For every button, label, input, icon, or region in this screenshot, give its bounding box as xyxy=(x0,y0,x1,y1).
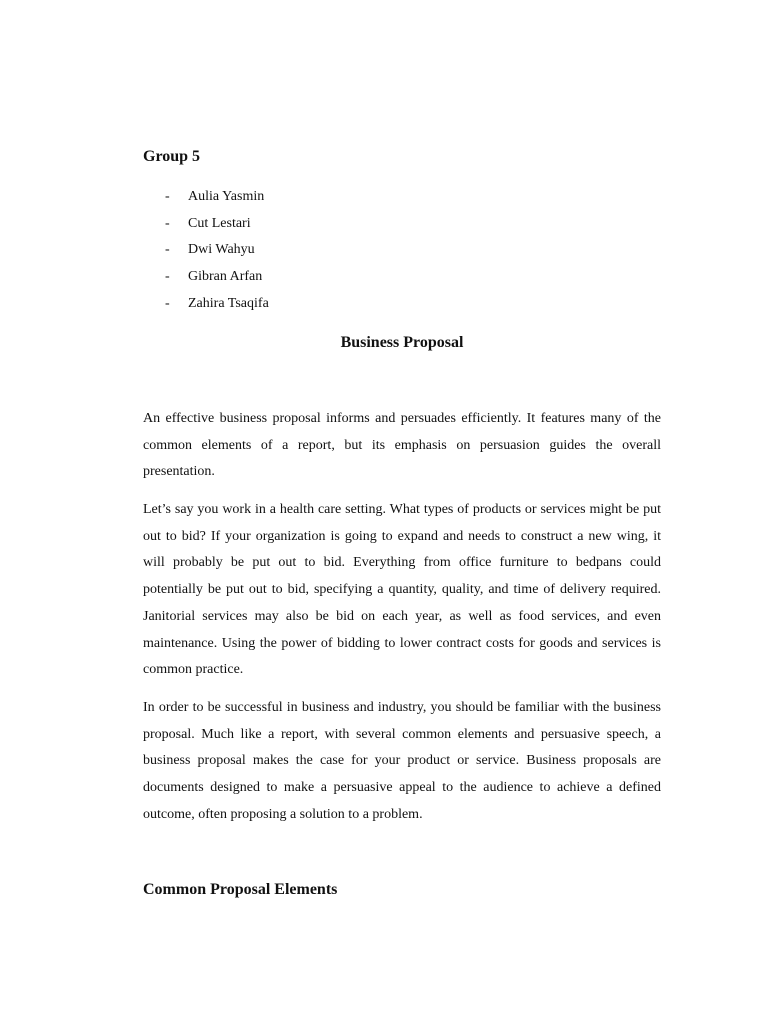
member-name: Aulia Yasmin xyxy=(188,189,265,204)
list-item xyxy=(143,187,543,214)
body-paragraph: In order to be successful in business and industry, you should be familiar with the business proposal. Much like a report, with several common elements and persuasive speech, a business proposal makes the case for your product or service. Business proposals are documents designed to make a persuasive appeal to the audience to achieve a defined outcome, often proposing a solution to a problem. xyxy=(143,700,661,822)
list-bullet: - xyxy=(165,295,170,311)
member-name: Gibran Arfan xyxy=(188,269,263,285)
member-name: Dwi Wahyu xyxy=(188,242,255,258)
member-list xyxy=(143,187,543,320)
member-name: Zahira Tsaqifa xyxy=(188,295,269,311)
list-bullet: - xyxy=(165,215,170,231)
document-title: Business Proposal xyxy=(340,334,464,351)
list-item xyxy=(143,294,543,321)
list-item xyxy=(143,214,543,241)
list-item xyxy=(143,240,543,267)
body-paragraph: Let’s say you work in a health care setting. What types of products or services might be put out to bid? If your organization is going to expand and needs to construct a new wing, it will probably be put out to bid. Everything from office furniture to bedpans could potentially be put out to bid, specifying a quantity, quality, and time of delivery required. Janitorial services may also be bid on each year, as well as food services, and even maintenance. Using the power of bidding to lower contract costs for goods and services is common practice. xyxy=(143,502,661,678)
list-bullet: - xyxy=(165,269,170,285)
list-item xyxy=(143,267,543,294)
section-heading: Common Proposal Elements xyxy=(143,881,338,898)
list-bullet: - xyxy=(165,189,170,204)
body-paragraph: An effective business proposal informs and persuades efficiently. It features many of the common elements of a report, but its emphasis on persuasion guides the overall presentation. xyxy=(143,411,661,480)
list-bullet: - xyxy=(165,242,170,258)
member-name: Cut Lestari xyxy=(188,215,251,231)
group-title: Group 5 xyxy=(143,148,201,165)
